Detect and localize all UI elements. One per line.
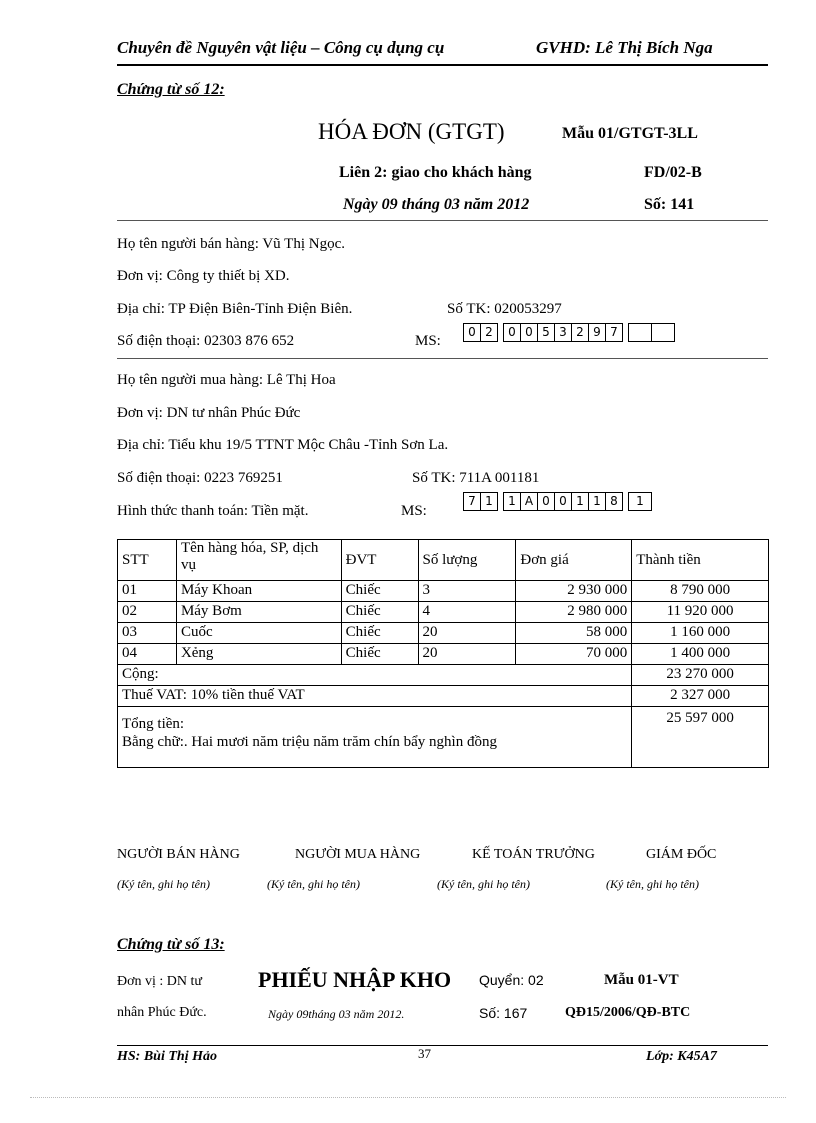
total-text bbox=[118, 707, 632, 768]
invoice-table bbox=[117, 539, 769, 768]
buyer-ms-label: MS: bbox=[401, 503, 427, 519]
sum-label: Cộng: bbox=[118, 665, 632, 686]
cell-total: 11 920 000 bbox=[632, 602, 769, 623]
tax-digit: 1 bbox=[571, 492, 589, 511]
tax-digit: 0 bbox=[463, 323, 481, 342]
tax-digit: 1 bbox=[628, 492, 652, 511]
receipt-date: Ngày 09tháng 03 năm 2012. bbox=[268, 1007, 405, 1021]
tax-digit: 1 bbox=[480, 492, 498, 511]
signature-note: (Ký tên, ghi họ tên) bbox=[437, 877, 530, 891]
column-header: Số lượng bbox=[418, 540, 516, 581]
section-label-12: Chứng từ số 12: bbox=[117, 81, 225, 98]
table-row bbox=[118, 644, 769, 665]
total-label: Tổng tiền: bbox=[122, 716, 185, 732]
signature-title: KẾ TOÁN TRƯỞNG bbox=[472, 847, 595, 862]
buyer-phone: Số điện thoại: 0223 769251 bbox=[117, 470, 283, 486]
header-right: GVHD: Lê Thị Bích Nga bbox=[536, 38, 713, 57]
vat-row bbox=[118, 686, 769, 707]
seller-ms-label: MS: bbox=[415, 333, 441, 349]
sum-row bbox=[118, 665, 769, 686]
cell-stt: 04 bbox=[118, 644, 177, 665]
invoice-number: Số: 141 bbox=[644, 196, 695, 213]
cell-name: Máy Bơm bbox=[176, 602, 341, 623]
receipt-unit-line2: nhân Phúc Đức. bbox=[117, 1005, 207, 1020]
footer-left: HS: Bùi Thị Hảo bbox=[117, 1049, 217, 1064]
footer-rule bbox=[117, 1045, 768, 1046]
vat-label: Thuế VAT: 10% tiền thuế VAT bbox=[118, 686, 632, 707]
cell-price: 2 980 000 bbox=[516, 602, 632, 623]
cell-name: Cuốc bbox=[176, 623, 341, 644]
tax-digit: 9 bbox=[588, 323, 606, 342]
cell-price: 58 000 bbox=[516, 623, 632, 644]
tax-digit: 7 bbox=[605, 323, 623, 342]
cell-qty: 20 bbox=[418, 644, 516, 665]
cell-unit: Chiếc bbox=[341, 602, 418, 623]
signature-title: NGƯỜI BÁN HÀNG bbox=[117, 847, 240, 862]
cell-stt: 02 bbox=[118, 602, 177, 623]
signature-title: NGƯỜI MUA HÀNG bbox=[295, 847, 421, 862]
tax-digit: 1 bbox=[503, 492, 521, 511]
tax-digit: 0 bbox=[554, 492, 572, 511]
cell-stt: 01 bbox=[118, 581, 177, 602]
cell-unit: Chiếc bbox=[341, 644, 418, 665]
page-number: 37 bbox=[418, 1046, 431, 1061]
seller-phone: Số điện thoại: 02303 876 652 bbox=[117, 333, 295, 349]
tax-digit bbox=[651, 323, 675, 342]
cell-total: 8 790 000 bbox=[632, 581, 769, 602]
table-row bbox=[118, 623, 769, 644]
section-label-13: Chứng từ số 13: bbox=[117, 936, 225, 953]
tax-digit: 8 bbox=[605, 492, 623, 511]
cell-total: 1 400 000 bbox=[632, 644, 769, 665]
tax-digit: 2 bbox=[480, 323, 498, 342]
invoice-title: HÓA ĐƠN (GTGT) bbox=[318, 119, 505, 144]
vat-value: 2 327 000 bbox=[632, 686, 769, 707]
cell-qty: 20 bbox=[418, 623, 516, 644]
column-header: STT bbox=[118, 540, 177, 581]
buyer-name: Họ tên người mua hàng: Lê Thị Hoa bbox=[117, 372, 336, 388]
cell-qty: 4 bbox=[418, 602, 516, 623]
receipt-form: Mẫu 01-VT bbox=[604, 972, 679, 988]
tax-digit: 5 bbox=[537, 323, 555, 342]
cell-price: 70 000 bbox=[516, 644, 632, 665]
invoice-date: Ngày 09 tháng 03 năm 2012 bbox=[343, 196, 530, 213]
seller-unit: Đơn vị: Công ty thiết bị XD. bbox=[117, 268, 290, 284]
header-left: Chuyên đề Nguyên vật liệu – Công cụ dụng cụ bbox=[117, 38, 445, 57]
cell-unit: Chiếc bbox=[341, 581, 418, 602]
tax-digit: 0 bbox=[520, 323, 538, 342]
total-row bbox=[118, 707, 769, 768]
tax-digit: A bbox=[520, 492, 538, 511]
invoice-form: Mẫu 01/GTGT-3LL bbox=[562, 125, 698, 142]
receipt-regulation: QĐ15/2006/QĐ-BTC bbox=[565, 1005, 691, 1020]
tax-digit: 1 bbox=[588, 492, 606, 511]
sum-value: 23 270 000 bbox=[632, 665, 769, 686]
signature-note: (Ký tên, ghi họ tên) bbox=[267, 877, 360, 891]
divider bbox=[117, 220, 768, 221]
invoice-copy: Liên 2: giao cho khách hàng bbox=[339, 164, 532, 181]
tax-digit: 3 bbox=[554, 323, 572, 342]
seller-tax-code bbox=[463, 323, 674, 342]
receipt-number: Số: 167 bbox=[479, 1005, 528, 1021]
signature-note: (Ký tên, ghi họ tên) bbox=[117, 877, 210, 891]
cell-unit: Chiếc bbox=[341, 623, 418, 644]
column-header: Thành tiền bbox=[632, 540, 769, 581]
tax-digit: 7 bbox=[463, 492, 481, 511]
cell-name: Xẻng bbox=[176, 644, 341, 665]
buyer-account: Số TK: 711A 001181 bbox=[412, 470, 540, 486]
column-header: ĐVT bbox=[341, 540, 418, 581]
column-header: Tên hàng hóa, SP, dịch vụ bbox=[176, 540, 341, 581]
tax-digit: 0 bbox=[503, 323, 521, 342]
seller-account: Số TK: 020053297 bbox=[447, 301, 562, 317]
cell-price: 2 930 000 bbox=[516, 581, 632, 602]
receipt-title: PHIẾU NHẬP KHO bbox=[258, 967, 452, 992]
table-header-row bbox=[118, 540, 769, 581]
signature-title: GIÁM ĐỐC bbox=[646, 847, 717, 862]
footer-right: Lớp: K45A7 bbox=[646, 1049, 717, 1064]
total-words: Bằng chữ:. Hai mươi năm triệu năm trăm chín bẩy nghìn đồng bbox=[122, 734, 497, 750]
page-edge bbox=[30, 1097, 786, 1098]
buyer-address: Địa chỉ: Tiểu khu 19/5 TTNT Mộc Châu -Tỉnh Sơn La. bbox=[117, 437, 449, 453]
buyer-unit: Đơn vị: DN tư nhân Phúc Đức bbox=[117, 405, 301, 421]
seller-name: Họ tên người bán hàng: Vũ Thị Ngọc. bbox=[117, 236, 345, 252]
signature-note: (Ký tên, ghi họ tên) bbox=[606, 877, 699, 891]
table-row bbox=[118, 602, 769, 623]
divider bbox=[117, 358, 768, 359]
receipt-unit-line1: Đơn vị : DN tư bbox=[117, 974, 202, 989]
tax-digit: 0 bbox=[537, 492, 555, 511]
receipt-book: Quyển: 02 bbox=[479, 972, 544, 988]
header-rule bbox=[117, 64, 768, 66]
seller-address: Địa chỉ: TP Điện Biên-Tỉnh Điện Biên. bbox=[117, 301, 353, 317]
cell-name: Máy Khoan bbox=[176, 581, 341, 602]
column-header: Đơn giá bbox=[516, 540, 632, 581]
buyer-payment: Hình thức thanh toán: Tiền mặt. bbox=[117, 503, 309, 519]
invoice-series: FD/02-B bbox=[644, 164, 702, 181]
cell-qty: 3 bbox=[418, 581, 516, 602]
total-value: 25 597 000 bbox=[632, 707, 769, 768]
cell-stt: 03 bbox=[118, 623, 177, 644]
buyer-tax-code bbox=[463, 492, 651, 511]
tax-digit: 2 bbox=[571, 323, 589, 342]
table-row bbox=[118, 581, 769, 602]
cell-total: 1 160 000 bbox=[632, 623, 769, 644]
tax-digit bbox=[628, 323, 652, 342]
